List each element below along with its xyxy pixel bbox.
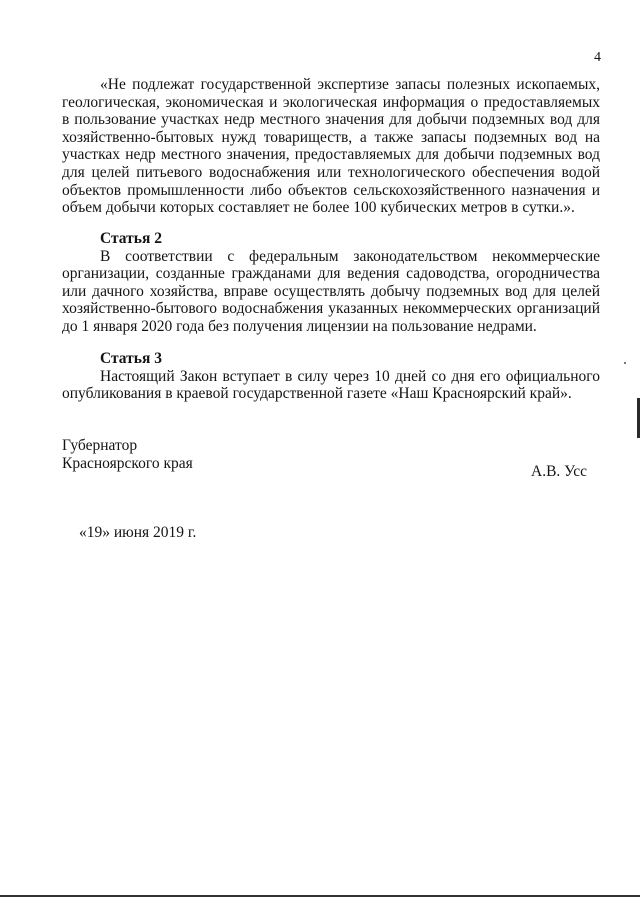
article-2-heading: Статья 2 <box>100 230 162 247</box>
signatory-title-line1: Губернатор <box>62 437 138 454</box>
page-bottom-edge <box>0 895 640 897</box>
amendment-quote <box>62 76 600 217</box>
article-2-text: В соответствии с федеральным законодательством некоммерческие организации, созданные гражданами для ведения садоводства, огородничества или дачного хозяйства, вправе осуществлять добычу подземных вод для целей хозяйственно-бытового водоснабжения указанных некоммерческих организаций до 1 января 2020 года без получения лицензии на пользование недрами. <box>62 247 600 335</box>
article-3-heading: Статья 3 <box>100 350 162 367</box>
signatory-name: А.В. Усс <box>531 463 588 480</box>
signing-date: «19» июня 2019 г. <box>79 524 197 541</box>
scan-speck <box>624 362 626 364</box>
quote-paragraph: «Не подлежат государственной экспертизе запасы полезных ископаемых, геологическая, экономическая и экологическая информация о предоставляемых в пользование участках недр местного значения для добычи подземных вод для хозяйственно-бытовых нужд товариществ, а также запасы подземных вод на участках недр местного значения, предоставляемых для добычи подземных вод для целей питьевого водоснабжения или технологического обеспечения водой объектов промышленности либо объектов сельскохозяйственного назначения и объем добычи которых составляет не более 100 кубических метров в сутки.». <box>62 76 600 217</box>
article-3 <box>62 350 600 403</box>
signatory-title-line2: Красноярского края <box>62 454 193 472</box>
page-number: 4 <box>594 50 601 65</box>
article-3-text: Настоящий Закон вступает в силу через 10 дней со дня его официального опубликования в краевой государственной газете «Наш Красноярский край». <box>62 367 600 403</box>
signatory-title <box>62 437 193 472</box>
article-2 <box>62 230 600 336</box>
